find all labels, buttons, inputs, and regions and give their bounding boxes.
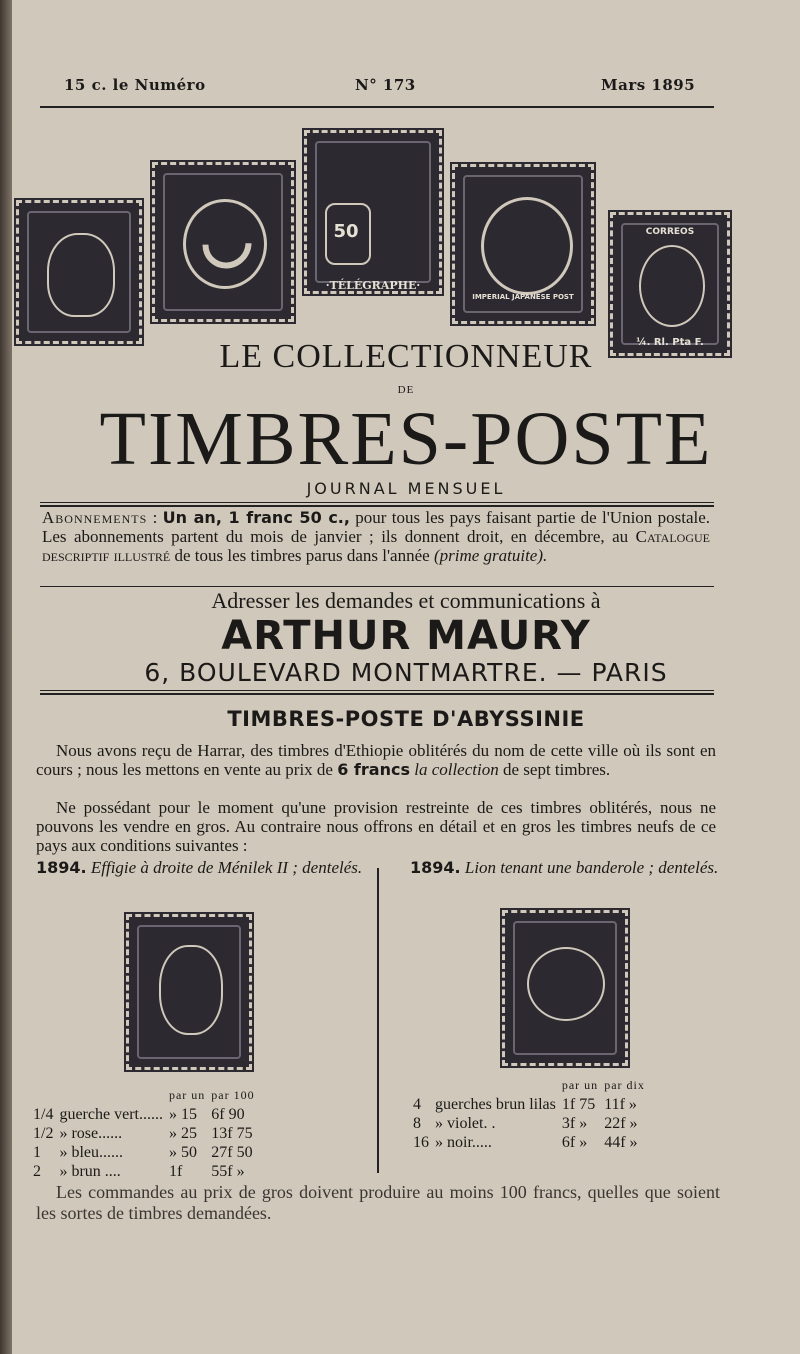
row-price-bulk: 22f » xyxy=(604,1114,638,1132)
contact-address: 6, BOULEVARD MONTMARTRE. — PARIS xyxy=(144,658,668,687)
subscription-catalogue: Catalogue descriptif illustré xyxy=(42,527,710,565)
article-footer: Les commandes au prix de gros doivent produire au moins 100 francs, quelles que soient les sortes de timbres demandées. xyxy=(36,1182,720,1223)
left-issue-year: 1894. xyxy=(36,858,87,877)
contact-name: ARTHUR MAURY xyxy=(221,613,591,659)
masthead-subtitle: JOURNAL MENSUEL xyxy=(306,479,506,498)
row-qty: 8 xyxy=(413,1114,421,1132)
row-price-one: 1f xyxy=(168,1162,183,1180)
telegraphe-value: 50 xyxy=(333,221,359,242)
telegraphe-label: ·TÉLÉGRAPHE· xyxy=(325,279,421,292)
issue-price: 15 c. le Numéro xyxy=(64,76,206,94)
article-title: TIMBRES-POSTE D'ABYSSINIE xyxy=(227,707,585,731)
article-p1-price: 6 francs xyxy=(337,760,410,779)
right-issue-heading xyxy=(410,858,722,878)
correos-top-label: CORREOS xyxy=(645,227,695,237)
row-name: guerches brun lilas xyxy=(435,1095,556,1113)
row-name: » bleu...... xyxy=(59,1143,123,1161)
row-qty: 4 xyxy=(413,1095,421,1113)
japan-stamp-label: IMPERIAL JAPANESE POST xyxy=(472,293,574,301)
journal-page xyxy=(12,0,800,1354)
masthead-line2: DE xyxy=(397,384,415,396)
left-issue-desc: Effigie à droite de Ménilek II ; dentelés. xyxy=(90,858,363,877)
table-row xyxy=(30,1143,258,1162)
masthead-rule-bottom xyxy=(40,505,714,507)
table-row xyxy=(30,1124,258,1143)
row-qty: 1/4 xyxy=(33,1105,54,1123)
row-price-bulk: 6f 90 xyxy=(211,1105,245,1123)
row-name: » rose...... xyxy=(59,1124,123,1142)
masthead-line1: LE COLLECTIONNEUR xyxy=(219,338,593,375)
row-price-one: » 25 xyxy=(168,1124,197,1142)
row-qty: 2 xyxy=(33,1162,41,1180)
issue-number: N° 173 xyxy=(355,76,416,94)
left-issue-heading xyxy=(36,858,366,878)
right-price-table xyxy=(410,1076,648,1152)
row-price-one: » 15 xyxy=(168,1105,197,1123)
correos-stamp-image xyxy=(610,212,730,356)
article-paragraph-1 xyxy=(36,741,716,779)
row-name: » brun .... xyxy=(59,1162,121,1180)
row-name: guerche vert...... xyxy=(59,1105,163,1123)
row-price-bulk: 44f » xyxy=(604,1133,638,1151)
table-row xyxy=(410,1133,648,1152)
column-divider xyxy=(377,868,379,1173)
row-name: » violet. . xyxy=(435,1114,496,1132)
subscription-offer: Un an, 1 franc 50 c., xyxy=(162,508,350,527)
row-qty: 1 xyxy=(33,1143,41,1161)
subscription-prime: (prime gratuite). xyxy=(433,546,548,565)
left-col1-header: par un xyxy=(168,1088,206,1102)
row-price-bulk: 13f 75 xyxy=(211,1124,253,1142)
masthead-title: TIMBRES-POSTE xyxy=(99,397,713,481)
right-col1-header: par un xyxy=(561,1078,599,1092)
lion-stamp-image xyxy=(502,910,628,1066)
row-price-bulk: 55f » xyxy=(211,1162,245,1180)
correos-bottom-label: ¼. Rl. Pta F. xyxy=(636,337,704,348)
article-p1-end: de sept timbres. xyxy=(502,760,611,779)
row-price-one: » 50 xyxy=(168,1143,197,1161)
contact-rule-bottom xyxy=(40,693,714,695)
masthead-rule-top xyxy=(40,502,714,503)
turkish-crescent-stamp-image xyxy=(152,162,294,322)
contact-intro: Adresser les demandes et communications à xyxy=(211,588,601,613)
article-paragraph-2: Ne possédant pour le moment qu'une provision restreinte de ces timbres oblitérés, nous ne pouvons les vendre en gros. Au contraire nous offrons en détail et en gros les timbres neufs de ce pays aux conditions suivantes : xyxy=(36,798,716,855)
header-rule xyxy=(40,106,714,108)
telegraphe-stamp-image xyxy=(304,130,442,294)
row-qty: 1/2 xyxy=(33,1124,54,1142)
right-col2-header: par dix xyxy=(604,1078,645,1092)
subscription-rule xyxy=(40,586,714,587)
left-price-table xyxy=(30,1086,258,1181)
table-row xyxy=(410,1114,648,1133)
table-row xyxy=(30,1162,258,1181)
table-row xyxy=(410,1095,648,1114)
table-row xyxy=(30,1105,258,1124)
row-price-bulk: 11f » xyxy=(604,1095,637,1113)
issue-date: Mars 1895 xyxy=(601,76,696,94)
article-p1-text: Nous avons reçu de Harrar, des timbres d'Ethiopie oblitérés du nom de cette ville où ils sont en cours ; nous les mettons en vente au prix de xyxy=(36,741,716,779)
article-p1-collection: la collection xyxy=(414,760,499,779)
row-qty: 16 xyxy=(413,1133,429,1151)
hermes-stamp-image xyxy=(16,200,142,344)
row-price-one: 1f 75 xyxy=(561,1095,596,1113)
subscription-paragraph: Abonnements : Un an, 1 franc 50 c., pour tous les pays faisant partie de l'Union postale. Les abonnements partent du mois de janvier ; ils donnent droit, en décembre, au Catalogue descriptif illustré de tous les timbres parus dans l'année (prime gratuite). xyxy=(42,508,711,565)
row-name: » noir..... xyxy=(435,1133,492,1151)
right-issue-desc: Lion tenant une banderole ; dentelés. xyxy=(464,858,719,877)
menelik-stamp-image xyxy=(126,914,252,1070)
right-issue-year: 1894. xyxy=(410,858,461,877)
row-price-one: 6f » xyxy=(561,1133,588,1151)
row-price-bulk: 27f 50 xyxy=(211,1143,253,1161)
subscription-text1: pour tous les pays faisant partie de l'Union postale. Les abonnements partent du mois de janvier ; ils donnent droit, en décembre, au xyxy=(42,508,711,546)
row-price-one: 3f » xyxy=(561,1114,588,1132)
japanese-stamp-image xyxy=(452,164,594,324)
subscription-label: Abonnements xyxy=(42,508,148,527)
subscription-text2: de tous les timbres parus dans l'année xyxy=(174,546,430,565)
contact-rule-top xyxy=(40,690,714,691)
left-col2-header: par 100 xyxy=(211,1088,255,1102)
